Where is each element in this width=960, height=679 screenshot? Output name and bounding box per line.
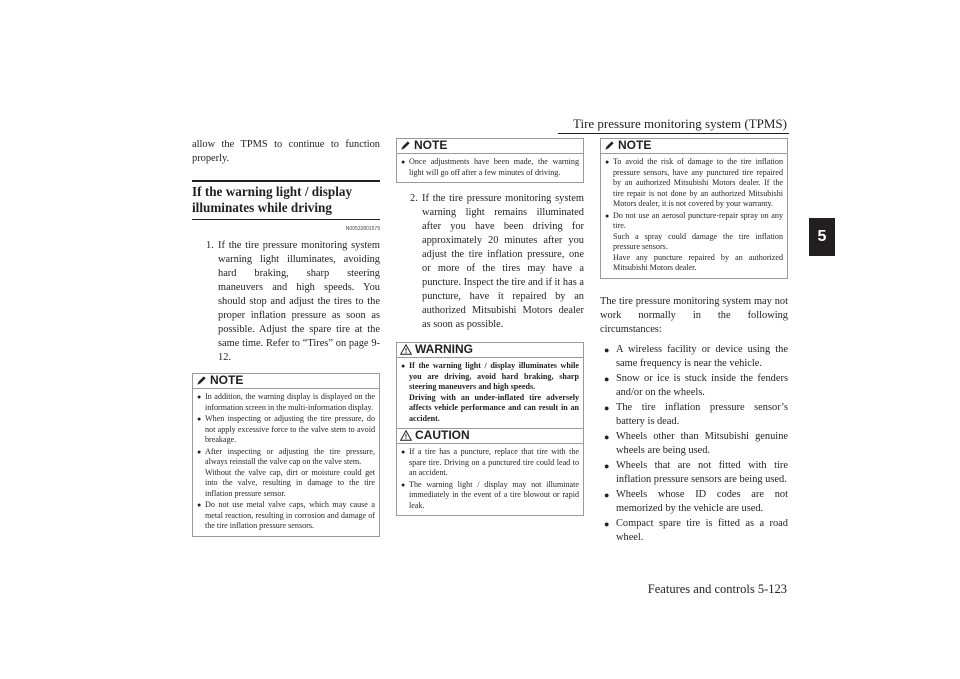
step-2	[396, 192, 584, 332]
intro-text: allow the TPMS to continue to function properly.	[192, 139, 380, 164]
note-box-2-header	[397, 139, 583, 154]
bullet-icon: ●	[604, 518, 610, 529]
caution-item: ● The warning light / display may not illuminate immediately in the event of a tire blowout or rapid leak.	[401, 479, 579, 510]
list-item: ● Wheels that are not fitted with tire inflation pressure sensors are being used.	[604, 459, 788, 485]
bullet-icon: ●	[401, 448, 406, 456]
bullet-icon: ●	[197, 447, 202, 456]
warning-label: WARNING	[415, 342, 473, 357]
note-label: NOTE	[210, 373, 244, 388]
warning-box-header	[397, 343, 583, 358]
note-item: ● In addition, the warning display is displayed on the information screen in the multi-information display.	[197, 392, 375, 412]
note-item-extra: Without the valve cap, dirt or moisture could get into the valve, resulting in damage to the tire inflation pressure sensor.	[205, 467, 375, 498]
conditions-list	[600, 343, 788, 545]
page-footer: Features and controls 5-123	[647, 582, 787, 596]
warning-box	[396, 342, 584, 429]
bullet-icon: ●	[197, 393, 202, 401]
body-text: The tire pressure monitoring system may not work normally in the following circumstances:	[600, 295, 788, 335]
caution-label: CAUTION	[415, 428, 470, 443]
pencil-icon	[400, 140, 411, 151]
bullet-icon: ●	[604, 460, 610, 471]
bullet-icon: ●	[197, 415, 202, 423]
caution-box-body	[397, 444, 583, 515]
chapter-tab: 5	[809, 218, 835, 256]
bullet-icon: ●	[401, 362, 406, 370]
list-item: ● Snow or ice is stuck inside the fenders and/or on the wheels.	[604, 372, 788, 398]
note-item: ● When inspecting or adjusting the tire pressure, do not apply excessive force to the valve stem to avoid breakage.	[197, 414, 375, 444]
note-box-3-header	[601, 139, 787, 154]
warning-item: ● If the warning light / display illuminates while you are driving, avoid hard braking, sharp steering maneuvers and high speeds. Driving with an under-inflated tire adversely affects vehicle performance and can result in an accident.	[401, 361, 579, 423]
note-box-1	[192, 373, 380, 537]
note-label: NOTE	[414, 138, 448, 153]
caution-triangle-icon	[400, 430, 412, 441]
list-item: ● The tire inflation pressure sensor’s battery is dead.	[604, 401, 788, 427]
note-box-1-body	[193, 389, 379, 536]
pencil-icon	[604, 140, 615, 151]
note-box-1-header	[193, 374, 379, 389]
section-heading: If the warning light / display illuminates while driving	[192, 180, 380, 220]
note-box-3-body	[601, 154, 787, 278]
note-item: ● Once adjustments have been made, the warning light will go off after a few minutes of driving.	[401, 157, 579, 177]
step-1-number: 1.	[206, 240, 214, 251]
list-item: ● Wheels whose ID codes are not memorized by the vehicle are used.	[604, 488, 788, 514]
note-box-3	[600, 138, 788, 279]
bullet-icon: ●	[401, 480, 406, 489]
step-2-text: If the tire pressure monitoring system warning light remains illuminated after you have been driving for approximately 20 minutes after you adjust the tire inflation pressure, one or more of the tires may have a puncture. Inspect the tire and if it has a puncture, have it repaired by an authorized Mitsubishi Motors dealer as soon as possible.	[422, 193, 584, 330]
column-2	[396, 138, 584, 516]
caution-box	[396, 429, 584, 516]
note-item: ● After inspecting or adjusting the tire pressure, always reinstall the valve cap on the valve stem. Without the valve cap, dirt or moisture could get into the valve, resulting in damage to the tire inflation pressure sensor.	[197, 446, 375, 498]
bullet-icon: ●	[604, 373, 610, 384]
bullet-icon: ●	[605, 211, 610, 220]
warning-item-extra: Driving with an under-inflated tire adversely affects vehicle performance and can result in an accident.	[409, 392, 579, 423]
step-2-number: 2.	[410, 193, 418, 204]
bullet-icon: ●	[401, 158, 406, 166]
column-3	[600, 138, 788, 545]
note-box-2-body	[397, 154, 583, 182]
pencil-icon	[196, 375, 207, 386]
bullet-icon: ●	[604, 402, 610, 413]
list-item: ● Compact spare tire is fitted as a road wheel.	[604, 517, 788, 543]
bullet-icon: ●	[605, 158, 610, 166]
bullet-icon: ●	[604, 431, 610, 442]
section-code: N00532801579	[345, 226, 380, 232]
list-item: ● A wireless facility or device using the same frequency is near the vehicle.	[604, 343, 788, 369]
warning-triangle-icon	[400, 344, 412, 355]
note-box-2	[396, 138, 584, 183]
note-item-extra: Have any puncture repaired by an authorized Mitsubishi Motors dealer.	[613, 252, 783, 272]
step-1	[192, 239, 380, 365]
note-item: ● To avoid the risk of damage to the tire inflation pressure sensors, have any punctured tire repaired by an authorized Mitsubishi Motors dealer. If the tire repair is not done by an authorized Mitsubishi Motors dealer, it is not covered by your warranty.	[605, 157, 783, 208]
bullet-icon: ●	[197, 501, 202, 509]
caution-item: ● If a tire has a puncture, replace that tire with the spare tire. Driving on a punctured tire could lead to an accident.	[401, 447, 579, 477]
bullet-icon: ●	[604, 344, 610, 355]
page-header-title: Tire pressure monitoring system (TPMS)	[572, 116, 787, 131]
list-item: ● Wheels other than Mitsubishi genuine wheels are being used.	[604, 430, 788, 456]
note-item: ● Do not use metal valve caps, which may cause a metal reaction, resulting in corrosion and damage of the tire inflation pressure sensors.	[197, 500, 375, 530]
step-1-text: If the tire pressure monitoring system warning light illuminates, avoiding hard braking, sharp steering maneuvers and high speeds. You should stop and adjust the tires to the proper inflation pressure as soon as possible. Adjust the spare tire at the same time. Refer to “Tires” on page 9-12.	[218, 240, 380, 363]
note-label: NOTE	[618, 138, 652, 153]
note-item: ● Do not use an aerosol puncture-repair spray on any tire. Such a spray could damage the tire inflation pressure sensors. Have any puncture repaired by an authorized Mitsubishi Motors dealer.	[605, 210, 783, 272]
bullet-icon: ●	[604, 489, 610, 500]
header-rule	[558, 133, 789, 134]
caution-box-header	[397, 429, 583, 444]
column-1	[192, 138, 380, 537]
note-item-extra: Such a spray could damage the tire inflation pressure sensors.	[613, 231, 783, 251]
warning-box-body	[397, 358, 583, 428]
